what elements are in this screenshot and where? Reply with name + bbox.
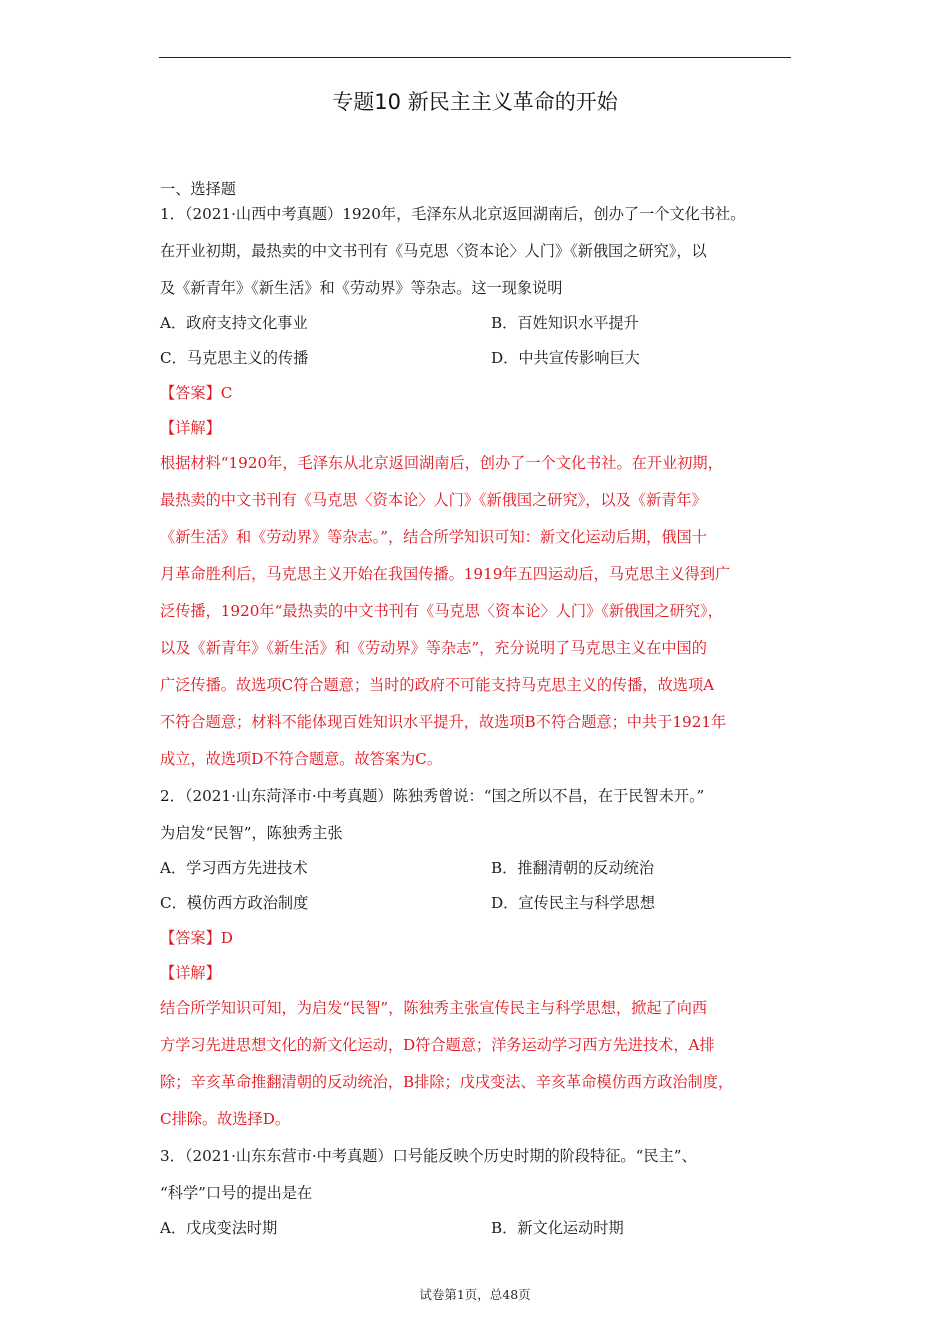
q2-detail-line: 结合所学知识可知，为启发“民智”，陈独秀主张宣传民主与科学思想，掀起了向西 <box>160 999 708 1017</box>
q2-detail-label: 【详解】 <box>160 964 221 982</box>
q2-option-c: C．模仿西方政治制度 <box>160 894 309 912</box>
header-rule <box>159 57 791 58</box>
q1-stem-line: 及《新青年》《新生活》和《劳动界》等杂志。这一现象说明 <box>160 279 563 297</box>
q1-option-d: D．中共宣传影响巨大 <box>491 349 640 367</box>
q2-option-d: D．宣传民主与科学思想 <box>491 894 656 912</box>
q2-detail-line: 除；辛亥革命推翻清朝的反动统治，B排除；戊戌变法、辛亥革命模仿西方政治制度， <box>160 1073 734 1091</box>
q1-detail-line: 成立，故选项D不符合题意。故答案为C。 <box>160 750 442 768</box>
q2-detail-line: 方学习先进思想文化的新文化运动，D符合题意；洋务运动学习西方先进技术，A排 <box>160 1036 715 1054</box>
page-title: 专题10 新民主主义革命的开始 <box>332 90 618 114</box>
page-footer: 试卷第1页，总48页 <box>419 1287 531 1302</box>
q1-stem-line: 在开业初期，最热卖的中文书刊有《马克思〈资本论〉人门》《新俄国之研究》，以 <box>160 242 707 260</box>
q2-answer: 【答案】D <box>160 929 233 947</box>
q2-stem-line: 2．（2021·山东菏泽市·中考真题）陈独秀曾说：“国之所以不昌，在于民智未开。” <box>160 787 705 805</box>
q2-detail-line: C排除。故选择D。 <box>160 1110 291 1128</box>
q1-detail-label: 【详解】 <box>160 419 221 437</box>
q3-option-a: A．戊戌变法时期 <box>160 1219 278 1237</box>
q1-detail-line: 根据材料“1920年，毛泽东从北京返回湖南后，创办了一个文化书社。在开业初期， <box>160 454 723 472</box>
q1-detail-line: 月革命胜利后，马克思主义开始在我国传播。1919年五四运动后，马克思主义得到广 <box>160 565 731 583</box>
q1-detail-line: 《新生活》和《劳动界》等杂志。”，结合所学知识可知：新文化运动后期，俄国十 <box>160 528 707 546</box>
section-heading: 一、选择题 <box>160 180 236 198</box>
q1-answer: 【答案】C <box>160 384 233 402</box>
q1-detail-line: 泛传播，1920年“最热卖的中文书刊有《马克思〈资本论〉人门》《新俄国之研究》， <box>160 602 723 620</box>
q2-stem-line: 为启发“民智”，陈独秀主张 <box>160 824 343 842</box>
q2-option-a: A．学习西方先进技术 <box>160 859 308 877</box>
q1-detail-line: 广泛传播。故选项C符合题意；当时的政府不可能支持马克思主义的传播，故选项A <box>160 676 715 694</box>
q2-option-b: B．推翻清朝的反动统治 <box>491 859 655 877</box>
q1-option-b: B．百姓知识水平提升 <box>491 314 639 332</box>
q1-detail-line: 不符合题意；材料不能体现百姓知识水平提升，故选项B不符合题意；中共于1921年 <box>160 713 727 731</box>
q1-option-a: A．政府支持文化事业 <box>160 314 308 332</box>
q3-stem-line: 3．（2021·山东东营市·中考真题）口号能反映个历史时期的阶段特征。“民主”、 <box>160 1147 697 1165</box>
q3-option-b: B．新文化运动时期 <box>491 1219 624 1237</box>
q1-detail-line: 最热卖的中文书刊有《马克思〈资本论〉人门》《新俄国之研究》，以及《新青年》 <box>160 491 707 509</box>
q1-option-c: C．马克思主义的传播 <box>160 349 309 367</box>
q1-detail-line: 以及《新青年》《新生活》和《劳动界》等杂志”，充分说明了马克思主义在中国的 <box>160 639 707 657</box>
q3-stem-line: “科学”口号的提出是在 <box>160 1184 313 1202</box>
q1-stem-line: 1．（2021·山西中考真题）1920年，毛泽东从北京返回湖南后，创办了一个文化书社。 <box>160 205 746 223</box>
